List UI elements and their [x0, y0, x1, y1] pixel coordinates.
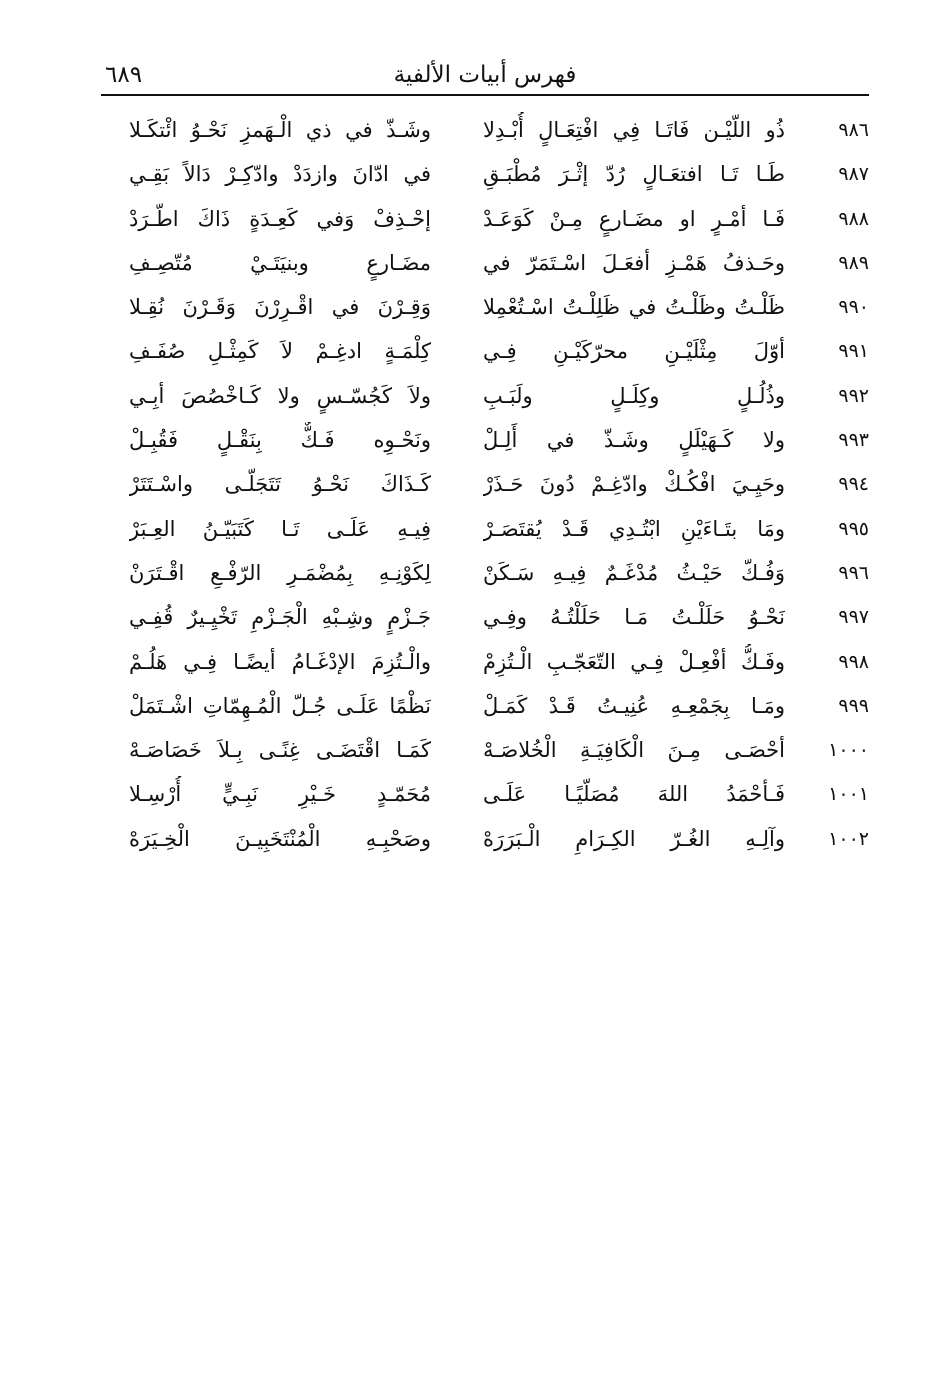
- verse-row: [101, 511, 869, 555]
- verse-second-hemistich: ونَحْـوِه فَـكٌّ بِنَقْـلٍ فَقُبِـلْ: [129, 428, 431, 453]
- verse-row: [101, 112, 869, 156]
- verse-row: [101, 776, 869, 820]
- verse-first-hemistich: وفَـكُّ أفْعِـلْ فِـي التّعَجّـبِ الْـتُزِمْ: [483, 649, 785, 674]
- verse-first-hemistich: ومَا بتَـاءَيْنِ ابْتُـدِي قَـدْ يُقتَصَـرْ: [483, 516, 785, 541]
- verse-row: [101, 555, 869, 599]
- verse-number: ٩٩٥: [838, 517, 869, 540]
- verse-number: ٩٨٨: [838, 207, 869, 230]
- verse-first-hemistich: أوّلَ مِثْلَيْـنِ محرّكَيْـنِ فِـي: [483, 339, 785, 364]
- verse-number: ١٠٠١: [828, 783, 869, 806]
- page-header: [101, 58, 869, 96]
- verse-first-hemistich: وذُلُـلٍ وكِلَـلٍ ولَبَـبِ: [483, 383, 785, 408]
- verse-number: ٩٩٣: [838, 429, 869, 452]
- verse-number: ٩٩٩: [838, 694, 869, 717]
- verse-number: ٩٨٧: [838, 163, 869, 186]
- page-number: ٦٨٩: [105, 62, 143, 88]
- verse-first-hemistich: ولا كَـهَيْلَلٍ وشَـذّ في أَلِـلْ: [483, 428, 785, 453]
- verse-second-hemistich: وَقِـرْنَ في اقْـرِرْنَ وَقَـرْنَ نُقِـلا: [129, 295, 431, 320]
- verse-row: [101, 422, 869, 466]
- verse-second-hemistich: كِلْمَـةٍ ادغِـمْ لاَ كَمِثْـلِ صُفَـفِ: [129, 339, 431, 364]
- verse-first-hemistich: وَفُـكّ حَيْـثُ مُدْغَـمٌ فِيـهِ سَـكَنْ: [483, 560, 785, 585]
- verse-second-hemistich: لِكَوْنِـهِ بِمُضْمَـرِ الرّفْـعِ اقْـتَرَنْ: [129, 560, 431, 585]
- verse-second-hemistich: وصَحْبِـهِ الْمُنْتَخَبِيـنَ الْخِـيَرَهْ: [129, 826, 431, 851]
- verse-row: [101, 644, 869, 688]
- verse-row: [101, 156, 869, 200]
- verse-list: [101, 112, 869, 865]
- verse-first-hemistich: أحْصَـى مِـنَ الْكَافِيَـةِ الْخُلاصَـهْ: [483, 738, 785, 763]
- verse-first-hemistich: وحَيِـيَ افْكُـكْ وادّغِـمْ دُونَ حَـذَرْ: [483, 472, 785, 497]
- verse-second-hemistich: والْـتُزِمَ الإدْغَـامُ أيضًـا فِـي هَلُـمْ: [129, 649, 431, 674]
- verse-number: ١٠٠٠: [828, 739, 869, 762]
- verse-second-hemistich: إحْـذِفْ وَفي كَعِـدَةٍ ذَاكَ اطّـرَدْ: [129, 206, 431, 231]
- verse-first-hemistich: وآلِـهِ الغُـرّ الكِـرَامِ الْـبَرَرَهْ: [483, 826, 785, 851]
- verse-row: [101, 333, 869, 377]
- verse-second-hemistich: نَظْمًا عَلَـى جُـلّ الْمُـهِمّاتِ اشْـتَمَلْ: [129, 693, 431, 718]
- verse-first-hemistich: فَـأحْمَدُ اللهَ مُصَلّيًـا عَلَـى: [483, 782, 785, 807]
- verse-number: ٩٩٤: [838, 473, 869, 496]
- verse-number: ٩٩٢: [838, 384, 869, 407]
- verse-second-hemistich: ولاَ كَجُسّـسٍ ولا كَـاخْصُصَ أبِـي: [129, 383, 431, 408]
- verse-number: ٩٩٠: [838, 296, 869, 319]
- verse-row: [101, 688, 869, 732]
- verse-row: [101, 201, 869, 245]
- page-title: فهرس أبيات الألفية: [393, 62, 577, 88]
- verse-row: [101, 732, 869, 776]
- verse-number: ١٠٠٢: [828, 827, 869, 850]
- verse-row: [101, 466, 869, 510]
- verse-number: ٩٩٧: [838, 606, 869, 629]
- verse-second-hemistich: كَمَـا اقْتَضَـى غِنًـى بِـلاَ خَصَاصَـهْ: [129, 738, 431, 763]
- verse-second-hemistich: مُحَمّـدٍ خَـيْرِ نَبِـيٍّ أُرْسِـلا: [129, 782, 431, 807]
- verse-row: [101, 289, 869, 333]
- verse-second-hemistich: في ادّانَ وازدَدْ وادّكِـرْ دَالاً بَقِـي: [129, 162, 431, 187]
- verse-first-hemistich: ظَلْـتُ وظَلْـتُ في ظَلِلْـتُ اسْـتُعْمِلا: [483, 295, 785, 320]
- verse-row: [101, 821, 869, 865]
- verse-first-hemistich: وحَـذفُ هَمْـزِ أفعَـلَ اسْـتَمَرّ في: [483, 250, 785, 275]
- verse-number: ٩٩٦: [838, 561, 869, 584]
- verse-second-hemistich: جَـزْمٍ وشِـبْهِ الْجَـزْمِ تَخْيِـيرٌ قُفِـي: [129, 605, 431, 630]
- verse-first-hemistich: ذُو اللّيْـن فَاتَـا فِي افْتِعَـالٍ أُبْـدِلا: [483, 118, 785, 142]
- verse-second-hemistich: فِيـهِ عَلَـى تَـا كَتَبَيّـنُ العِـبَرْ: [129, 516, 431, 541]
- verse-second-hemistich: وشَـذّ في ذي الْـهَمزِ نَحْـوُ ائْتكَـلا: [129, 118, 431, 142]
- verse-second-hemistich: مضَـارعٍ وبنيَتَـيْ مُتّصِـفِ: [129, 250, 431, 275]
- verse-row: [101, 599, 869, 643]
- verse-first-hemistich: طَـا تَـا افتعَـالٍ رُدّ إثْـرَ مُطْبَـقِ: [483, 162, 785, 187]
- verse-second-hemistich: كَـذَاكَ نَحْـوُ تَتَجَلّـى واسْـتَتَرْ: [129, 472, 431, 497]
- verse-number: ٩٩١: [838, 340, 869, 363]
- verse-number: ٩٩٨: [838, 650, 869, 673]
- verse-number: ٩٨٦: [838, 119, 869, 141]
- verse-row: [101, 378, 869, 422]
- verse-number: ٩٨٩: [838, 251, 869, 274]
- verse-first-hemistich: فَـا أمْـرٍ او مضَـارعٍ مِـنْ كَوَعَـدْ: [483, 206, 785, 231]
- verse-first-hemistich: نَحْـوُ حَلَلْـتُ مَـا حَلَلْتُـهُ وفِـي: [483, 605, 785, 630]
- verse-first-hemistich: ومَـا بِجَمْعِـهِ عُنِيـتُ قَـدْ كَمَـلْ: [483, 693, 785, 718]
- verse-row: [101, 245, 869, 289]
